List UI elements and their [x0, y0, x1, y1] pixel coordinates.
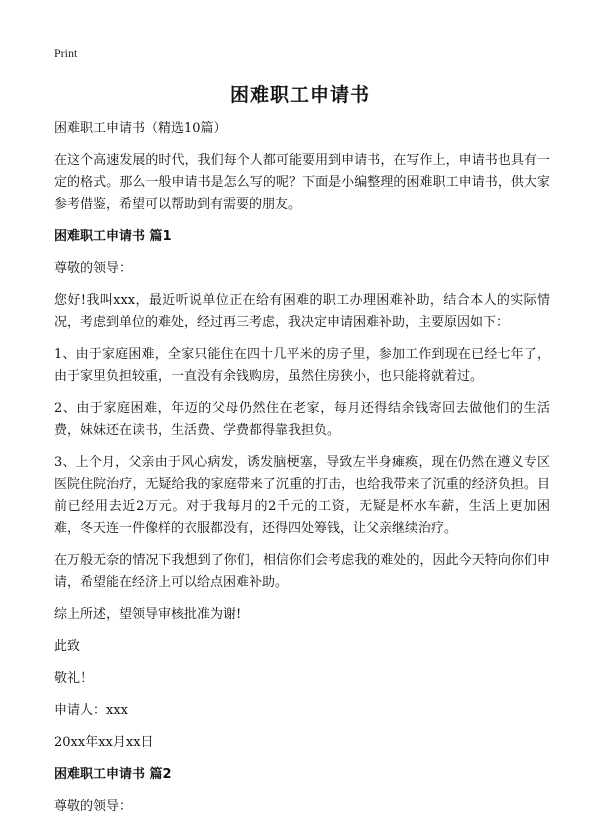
paragraph-reason-1: 1、由于家庭困难，全家只能住在四十几平米的房子里，参加工作到现在已经七年了，由于家里负担较重，一直没有余钱购房，虽然住房狭小，也只能将就着过。: [54, 347, 550, 384]
paragraph-greeting: 您好!我叫xxx，最近听说单位正在给有困难的职工办理困难补助，结合本人的实际情况，考虑到单位的难处，经过再三考虑，我决定申请困难补助，主要原因如下：: [54, 293, 550, 330]
document-body: [54, 118, 550, 828]
paragraph-summary: 综上所述，望领导审核批准为谢!: [54, 607, 242, 622]
intro-paragraph: 在这个高速发展的时代，我们每个人都可能要用到申请书，在写作上，申请书也具有一定的格式。那么一般申请书是怎么写的呢？下面是小编整理的困难职工申请书，供大家参考借鉴，希望可以帮助到有需要的朋友。: [54, 153, 550, 212]
applicant-line: 申请人：xxx: [54, 703, 128, 718]
document-title: 困难职工申请书: [229, 84, 370, 106]
closing-line-2: 敬礼！: [54, 671, 94, 686]
closing-line-1: 此致: [54, 639, 81, 654]
paragraph-request: 在万般无奈的情况下我想到了你们，相信你们会考虑我的难处的，因此今天特向你们申请，希望能在经济上可以给点困难补助。: [54, 553, 550, 590]
date-line: 20xx年xx月xx日: [54, 735, 154, 750]
document-subtitle: 困难职工申请书（精选10篇）: [54, 121, 227, 136]
salutation-1: 尊敬的领导：: [54, 261, 133, 276]
print-label: Print: [54, 46, 78, 60]
paragraph-reason-2: 2、由于家庭困难，年迈的父母仍然住在老家，每月还得结余钱寄回去做他们的生活费，妹妹还在读书，生活费、学费都得靠我担负。: [54, 401, 550, 438]
section-heading-2: 困难职工申请书 篇2: [54, 767, 172, 782]
salutation-2: 尊敬的领导：: [54, 799, 133, 814]
paragraph-reason-3: 3、上个月，父亲由于风心病发，诱发脑梗塞，导致左半身瘫痪，现在仍然在遵义专区医院住院治疗，无疑给我的家庭带来了沉重的打击，也给我带来了沉重的经济负担。目前已经用去近2万元。对于我每月的2千元的工资，无疑是杯水车薪，生活上更加困难，冬天连一件像样的衣服都没有，还得四处筹钱，让父亲继续治疗。: [54, 455, 550, 536]
section-heading-1: 困难职工申请书 篇1: [54, 229, 172, 244]
